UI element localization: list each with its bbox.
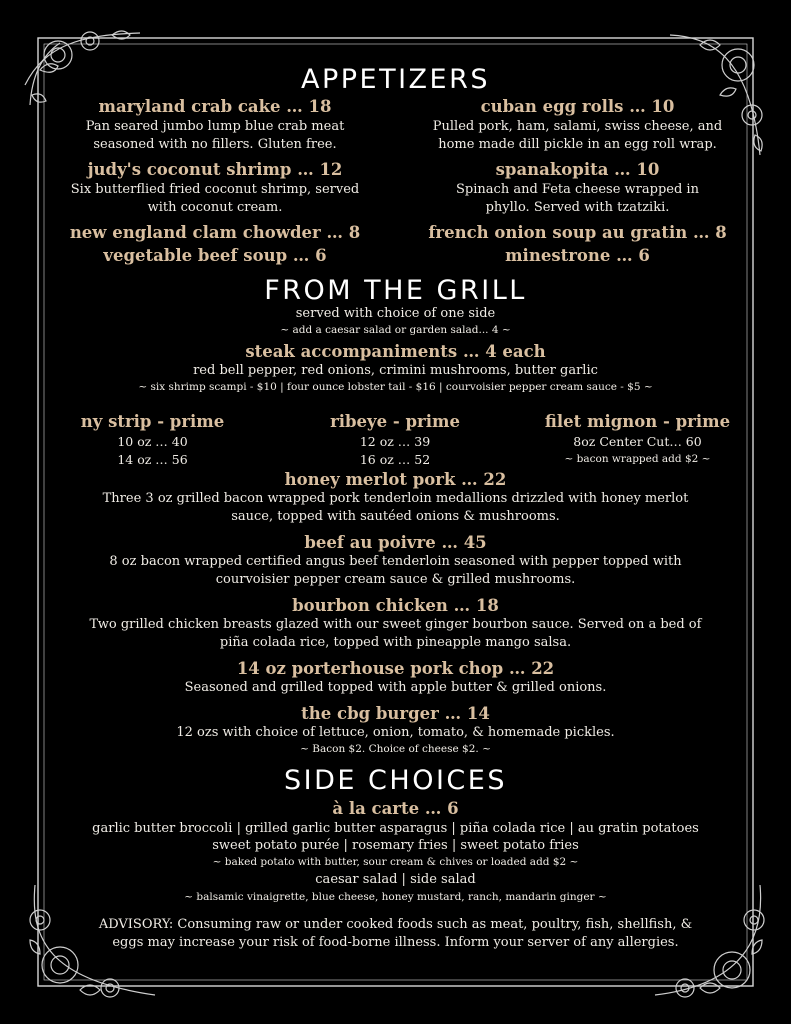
appetizer-item-name: vegetable beef soup … 6 xyxy=(103,246,327,265)
steak-accompaniments-list: red bell pepper, red onions, crimini mushrooms, butter garlic xyxy=(193,363,598,378)
steak-name: ny strip - prime xyxy=(80,412,225,431)
appetizer-item-name: new england clam chowder … 8 xyxy=(69,223,361,242)
steak-size-price: 12 oz … 39 xyxy=(359,434,431,449)
grill-heading: FROM THE GRILL xyxy=(264,275,527,306)
steak-size-price: 16 oz … 52 xyxy=(359,452,431,467)
appetizer-item-desc: seasoned with no fillers. Gluten free. xyxy=(93,137,337,152)
grill-dish-name: 14 oz porterhouse pork chop … 22 xyxy=(236,659,555,678)
food-advisory: eggs may increase your risk of food-borne illness. Inform your server of any allergies. xyxy=(112,935,679,950)
steak-name: filet mignon - prime xyxy=(544,412,731,431)
appetizers-heading: APPETIZERS xyxy=(300,64,490,95)
appetizer-item-name: cuban egg rolls … 10 xyxy=(480,97,675,116)
grill-dish-desc: piña colada rice, topped with pineapple mango salsa. xyxy=(219,635,572,650)
appetizer-item-desc: with coconut cream. xyxy=(147,200,283,215)
grill-dish-desc: Two grilled chicken breasts glazed with our sweet ginger bourbon sauce. Served on a bed of xyxy=(89,617,702,632)
appetizer-item-name: minestrone … 6 xyxy=(505,246,650,265)
grill-dish-name: honey merlot pork … 22 xyxy=(284,470,507,489)
grill-dish-name: beef au poivre … 45 xyxy=(304,533,487,552)
sides-heading: SIDE CHOICES xyxy=(284,765,507,796)
sides-list: sweet potato purée | rosemary fries | sweet potato fries xyxy=(212,838,579,853)
sides-dressing-note: ~ balsamic vinaigrette, blue cheese, honey mustard, ranch, mandarin ginger ~ xyxy=(184,891,607,903)
appetizer-item-desc: Six butterflied fried coconut shrimp, served xyxy=(70,182,360,197)
grill-dish-desc: 12 ozs with choice of lettuce, onion, tomato, & homemade pickles. xyxy=(176,725,615,740)
steak-size-price: 8oz Center Cut… 60 xyxy=(573,434,702,449)
steak-name: ribeye - prime xyxy=(330,412,460,431)
appetizer-item-name: maryland crab cake … 18 xyxy=(98,97,332,116)
grill-dish-desc: sauce, topped with sautéed onions & mushrooms. xyxy=(231,509,560,524)
grill-dish-desc: Three 3 oz grilled bacon wrapped pork tenderloin medallions drizzled with honey merlot xyxy=(102,491,689,506)
appetizer-item-desc: home made dill pickle in an egg roll wrap. xyxy=(438,137,717,152)
appetizer-item-desc: Pan seared jumbo lump blue crab meat xyxy=(85,119,345,134)
steak-accompaniments-extra: ~ six shrimp scampi - $10 | four ounce lobster tail - $16 | courvoisier pepper cream sauce - $5 ~ xyxy=(138,381,653,393)
steak-addon-note: ~ bacon wrapped add $2 ~ xyxy=(564,453,711,465)
appetizer-item-desc: Pulled pork, ham, salami, swiss cheese, and xyxy=(432,119,723,134)
grill-dish-desc: 8 oz bacon wrapped certified angus beef tenderloin seasoned with pepper topped with xyxy=(109,554,682,569)
sides-note: ~ baked potato with butter, sour cream & chives or loaded add $2 ~ xyxy=(212,856,579,868)
sides-list: caesar salad | side salad xyxy=(315,872,476,887)
appetizer-item-desc: phyllo. Served with tzatziki. xyxy=(485,200,670,215)
appetizer-item-name: judy's coconut shrimp … 12 xyxy=(87,160,343,179)
appetizer-item-name: french onion soup au gratin … 8 xyxy=(428,223,727,242)
appetizer-item-name: spanakopita … 10 xyxy=(495,160,660,179)
grill-dish-desc: Seasoned and grilled topped with apple butter & grilled onions. xyxy=(184,680,607,695)
grill-dish-name: bourbon chicken … 18 xyxy=(292,596,499,615)
steak-size-price: 10 oz … 40 xyxy=(117,434,188,449)
sides-price-title: à la carte … 6 xyxy=(332,799,459,818)
grill-salad-note: ~ add a caesar salad or garden salad... 4 ~ xyxy=(280,324,511,336)
grill-dish-name: the cbg burger … 14 xyxy=(301,704,490,723)
grill-intro: served with choice of one side xyxy=(295,306,496,321)
steak-size-price: 14 oz … 56 xyxy=(117,452,188,467)
steak-accompaniments-title: steak accompaniments … 4 each xyxy=(245,342,546,361)
appetizer-item-desc: Spinach and Feta cheese wrapped in xyxy=(456,182,699,197)
grill-dish-note: ~ Bacon $2. Choice of cheese $2. ~ xyxy=(300,743,491,755)
grill-dish-desc: courvoisier pepper cream sauce & grilled mushrooms. xyxy=(215,572,576,587)
sides-list: garlic butter broccoli | grilled garlic butter asparagus | piña colada rice | au gratin potatoes xyxy=(92,821,699,836)
food-advisory: ADVISORY: Consuming raw or under cooked foods such as meat, poultry, fish, shellfish, & xyxy=(98,917,693,932)
